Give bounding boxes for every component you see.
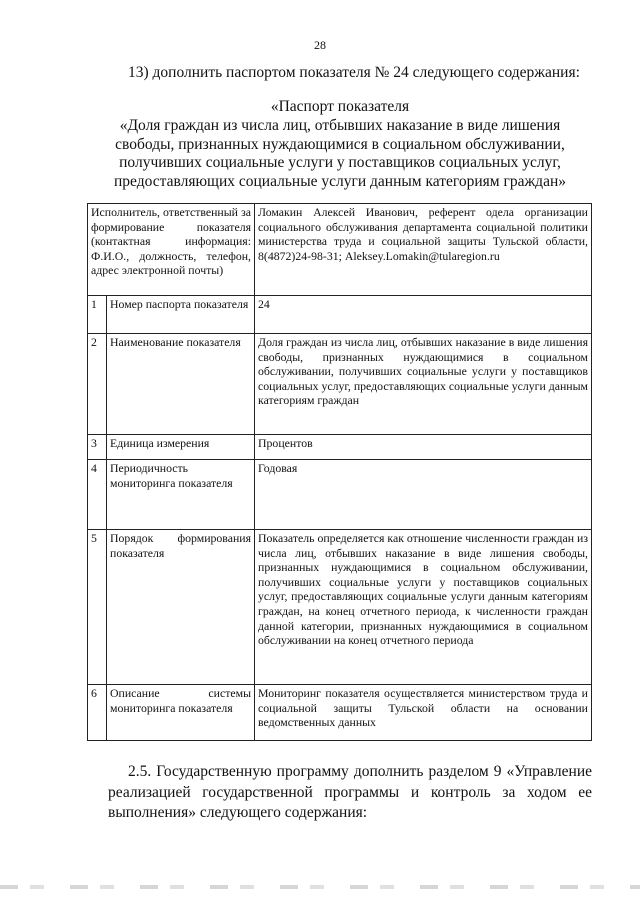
row-name: Описание системы мониторинга показателя [107,685,255,741]
table-row [88,460,592,530]
row-number: 4 [88,460,107,530]
table-row [88,685,592,741]
row-name: Порядок формирования показателя [107,530,255,685]
table-row [88,435,592,460]
heading-subtitle: «Доля граждан из числа лиц, отбывших наказание в виде лишения свободы, признанных нуждающимися в социальном обслуживании, получивших социальные услуги у поставщиков социальных услуг, предоставляющих социальные услуги данным категориям граждан» [114,116,566,191]
outro-paragraph [108,762,592,824]
table-row [88,334,592,435]
row-number: 6 [88,685,107,741]
executor-value: Ломакин Алексей Иванович, референт одела организации социального обслуживания департамента социальной политики министерства труда и социальной защиты Тульской области, 8(4872)24-98-31; Aleksey.Lomakin@tularegion.ru [255,204,592,296]
row-number: 3 [88,435,107,460]
row-name: Периодичность мониторинга показателя [107,460,255,530]
scan-artifact-line [0,885,640,889]
intro-paragraph: 13) дополнить паспортом показателя № 24 следующего содержания: [128,64,580,81]
table-row [88,530,592,685]
row-value: Показатель определяется как отношение численности граждан из числа лиц, отбывших наказание в виде лишения свободы, признанных нуждающимися в социальном обслуживании, получивших социальные услуги у поставщиков социальных услуг, предоставляющих социальные услуги данным категориям граждан, на конец отчетного периода, к численности граждан данной категории, признанных нуждающимися в социальном обслуживании на конец отчетного периода [255,530,592,685]
row-value: 24 [255,296,592,334]
table-row-executor [88,204,592,296]
executor-label: Исполнитель, ответственный за формирование показателя (контактная информация: Ф.И.О., должность, телефон, адрес электронной почты) [88,204,255,296]
row-value: Мониторинг показателя осуществляется министерством труда и социальной защиты Тульской области на основании ведомственных данных [255,685,592,741]
page-number: 28 [314,38,326,52]
row-value: Годовая [255,460,592,530]
row-name: Номер паспорта показателя [107,296,255,334]
heading-title: «Паспорт показателя [270,98,410,115]
passport-heading [90,98,590,192]
row-value: Процентов [255,435,592,460]
passport-table [87,203,592,741]
row-number: 1 [88,296,107,334]
row-name: Единица измерения [107,435,255,460]
table-row [88,296,592,334]
row-number: 2 [88,334,107,435]
outro-text: 2.5. Государственную программу дополнить разделом 9 «Управление реализацией государственной программы и контроль за ходом ее выполнения» следующего содержания: [108,763,592,821]
row-number: 5 [88,530,107,685]
row-value: Доля граждан из числа лиц, отбывших наказание в виде лишения свободы, признанных нуждающимися в социальном обслуживании, получивших социальные услуги у поставщиков социальных услуг, предоставляющих социальные услуги данным категориям граждан [255,334,592,435]
row-name: Наименование показателя [107,334,255,435]
